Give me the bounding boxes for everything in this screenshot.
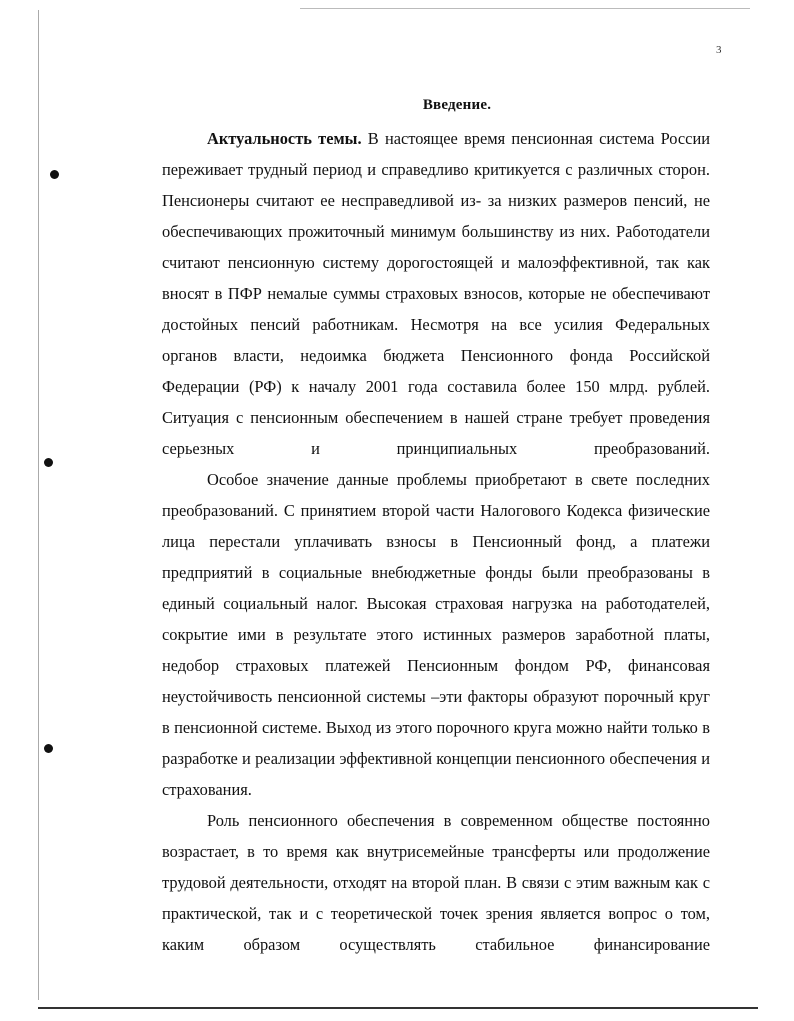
section-title: Введение. (422, 97, 492, 113)
binder-hole-mark (50, 170, 59, 179)
paragraph-text: Роль пенсионного обеспечения в современном обществе постоянно возрастает, в то время как внутрисемейные трансферты или продолжение трудовой деятельности, отходят на второй план. В связи с этим важным как с практической, так и с теоретической точек зрения является вопрос о том, каким образом осуществлять стабильное финансирование (162, 811, 710, 954)
paragraph-role (162, 805, 710, 960)
binder-hole-mark (44, 458, 53, 467)
paragraph-text: В настоящее время пенсионная система России переживает трудный период и справедливо критикуется с различных сторон. Пенсионеры считают ее несправедливой из- за низких размеров пенсий, не обеспечивающих прожиточный минимум большинству из них. Работодатели считают пенсионную систему дорогостоящей и малоэффективной, так как вносят в ПФР немалые суммы страховых взносов, которые не обеспечивают достойных пенсий работникам. Несмотря на все усилия Федеральных органов власти, недоимка бюджета Пенсионного фонда Российской Федерации (РФ) к началу 2001 года составила более 150 млрд. рублей. Ситуация с пенсионным обеспечением в нашей стране требует проведения серьезных и принципиальных преобразований. (162, 129, 710, 458)
scan-edge-line-top (300, 8, 750, 9)
paragraph-relevance (162, 123, 710, 464)
binder-hole-mark (44, 744, 53, 753)
paragraph-reforms (162, 464, 710, 805)
paragraph-text: Особое значение данные проблемы приобретают в свете последних преобразований. С принятием второй части Налогового Кодекса физические лица перестали уплачивать взносы в Пенсионный фонд, а платежи предприятий в социальные внебюджетные фонды были преобразованы в единый социальный налог. Высокая страховая нагрузка на работодателей, сокрытие ими в результате этого истинных размеров заработной платы, недобор страховых платежей Пенсионным фондом РФ, финансовая неустойчивость пенсионной системы –эти факторы образуют порочный круг в пенсионной системе. Выход из этого порочного круга можно найти только в разработке и реализации эффективной концепции пенсионного обеспечения и страхования. (162, 470, 710, 799)
scan-edge-line-left (38, 10, 39, 1000)
page-number: 3 (716, 44, 722, 56)
scan-edge-line-bottom (38, 1007, 758, 1009)
paragraph-lead: Актуальность темы. (207, 129, 362, 148)
document-body (162, 123, 710, 960)
